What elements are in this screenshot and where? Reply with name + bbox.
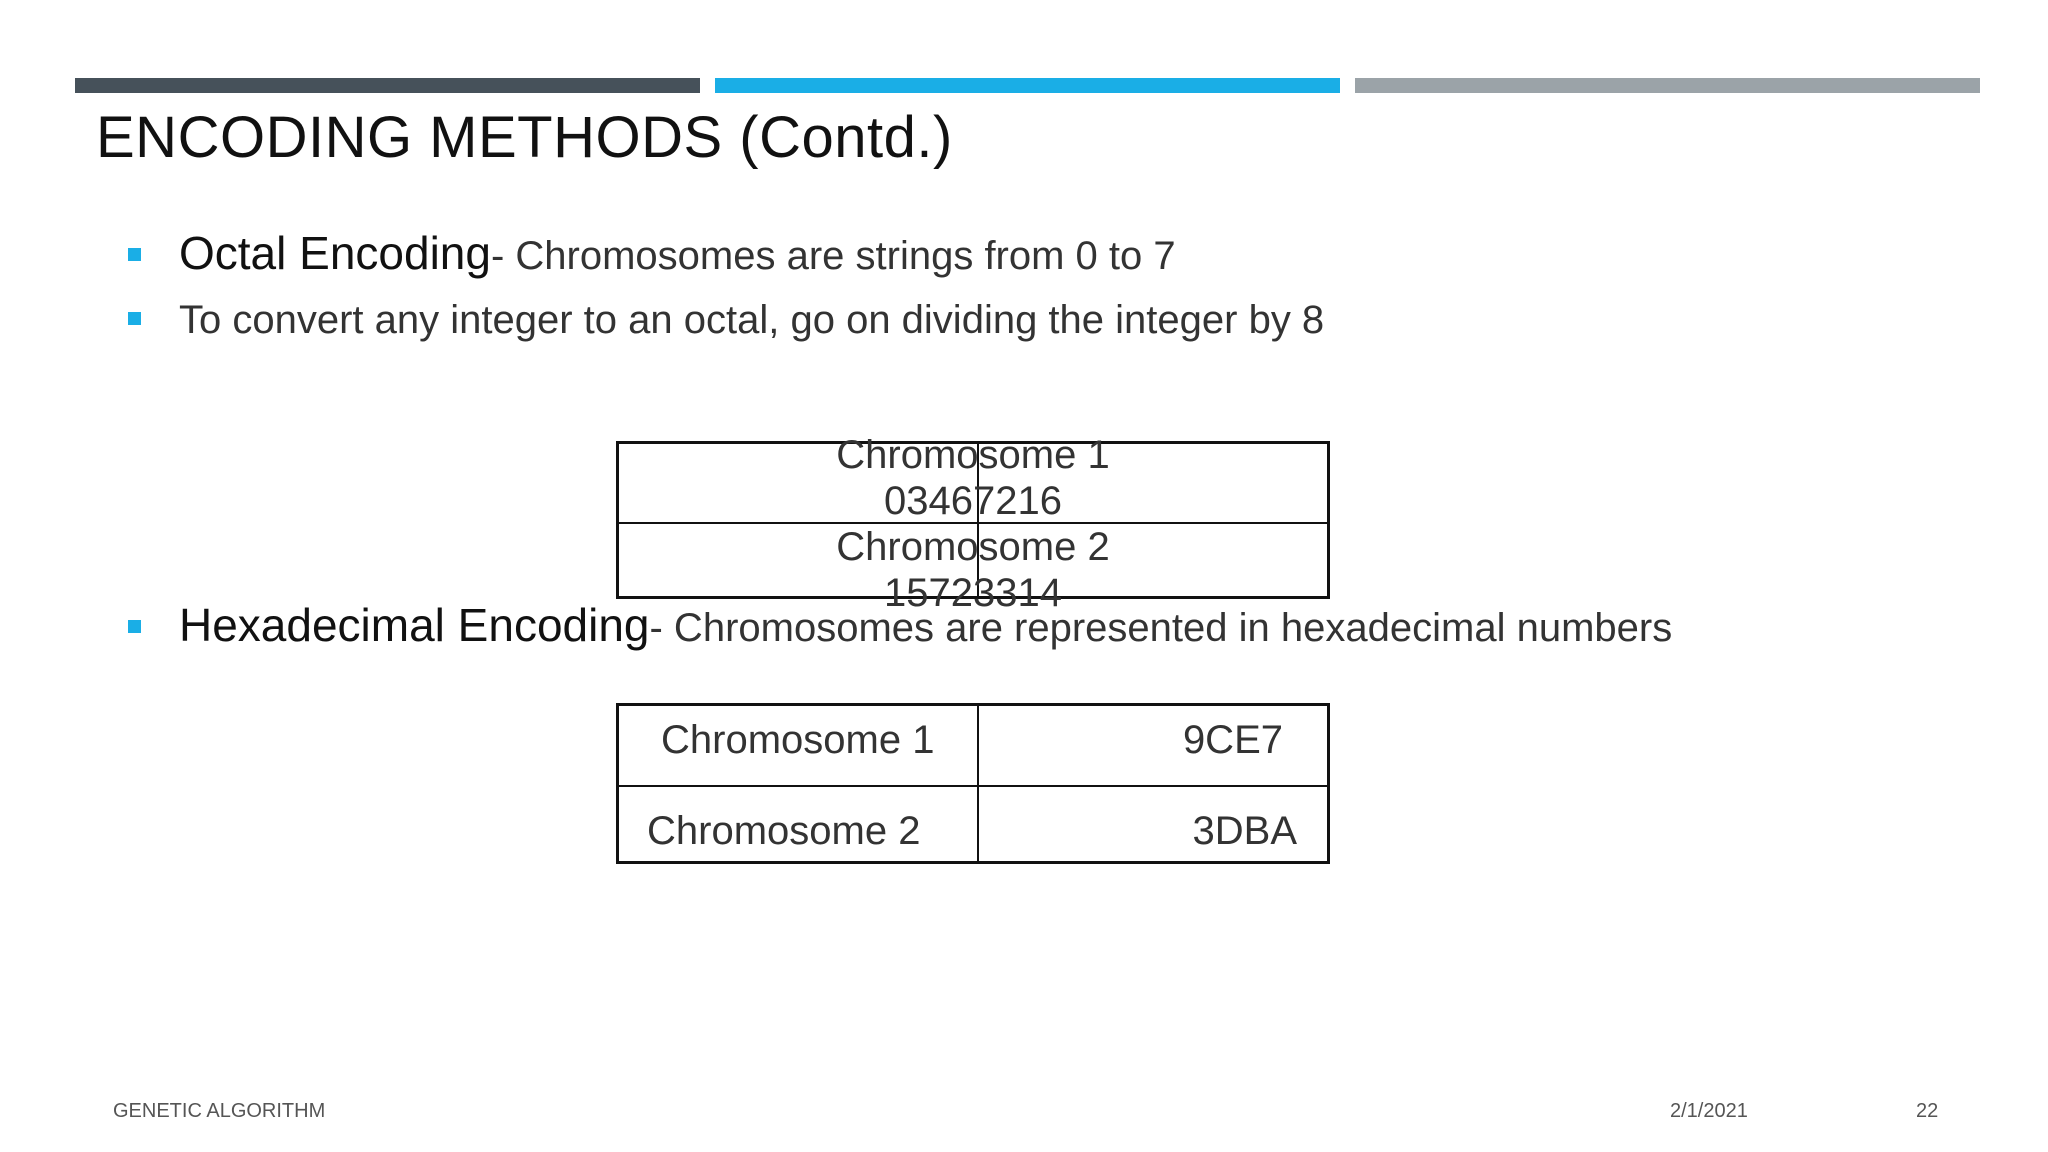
header-bar-dark [75, 78, 700, 93]
octal-row-2-value: 15723314 [884, 571, 1062, 615]
octal-row-1-value: 03467216 [884, 479, 1062, 523]
bullet-description: - Chromosomes are strings from 0 to 7 [490, 234, 1176, 278]
footer-page-number: 22 [1916, 1100, 1939, 1122]
header-bar-gray [1355, 78, 1980, 93]
hex-row-2-value: 3DBA [1192, 809, 1297, 853]
table-row-divider [619, 785, 1327, 787]
bullet-term: Octal Encoding [179, 227, 491, 279]
octal-row-1-label: Chromosome 1 [836, 433, 1110, 477]
bullet-description: To convert any integer to an octal, go on dividing the integer by 8 [179, 298, 1325, 342]
hex-row-2-label: Chromosome 2 [647, 809, 921, 853]
square-bullet-icon [128, 620, 141, 633]
octal-encoding-table [616, 433, 1330, 615]
hex-row-1-value: 9CE7 [1182, 718, 1283, 762]
bullet-octal-encoding [128, 226, 1176, 280]
bullet-hexadecimal-encoding [128, 598, 1672, 652]
bullet-term: Hexadecimal Encoding [179, 599, 650, 651]
slide-title: ENCODING METHODS (Contd.) [96, 105, 953, 170]
bullet-octal-conversion [128, 298, 1324, 343]
footer-presentation-title: GENETIC ALGORITHM [113, 1100, 326, 1122]
hex-row-1-label: Chromosome 1 [661, 718, 935, 762]
bullet-description: - Chromosomes are represented in hexadecimal numbers [649, 606, 1673, 650]
octal-row-2-label: Chromosome 2 [836, 525, 1110, 569]
square-bullet-icon [128, 312, 141, 325]
header-bar-accent [715, 78, 1340, 93]
table-column-divider [977, 706, 979, 861]
hexadecimal-encoding-table [616, 703, 1330, 864]
footer-date: 2/1/2021 [1670, 1100, 1748, 1122]
square-bullet-icon [128, 248, 141, 261]
